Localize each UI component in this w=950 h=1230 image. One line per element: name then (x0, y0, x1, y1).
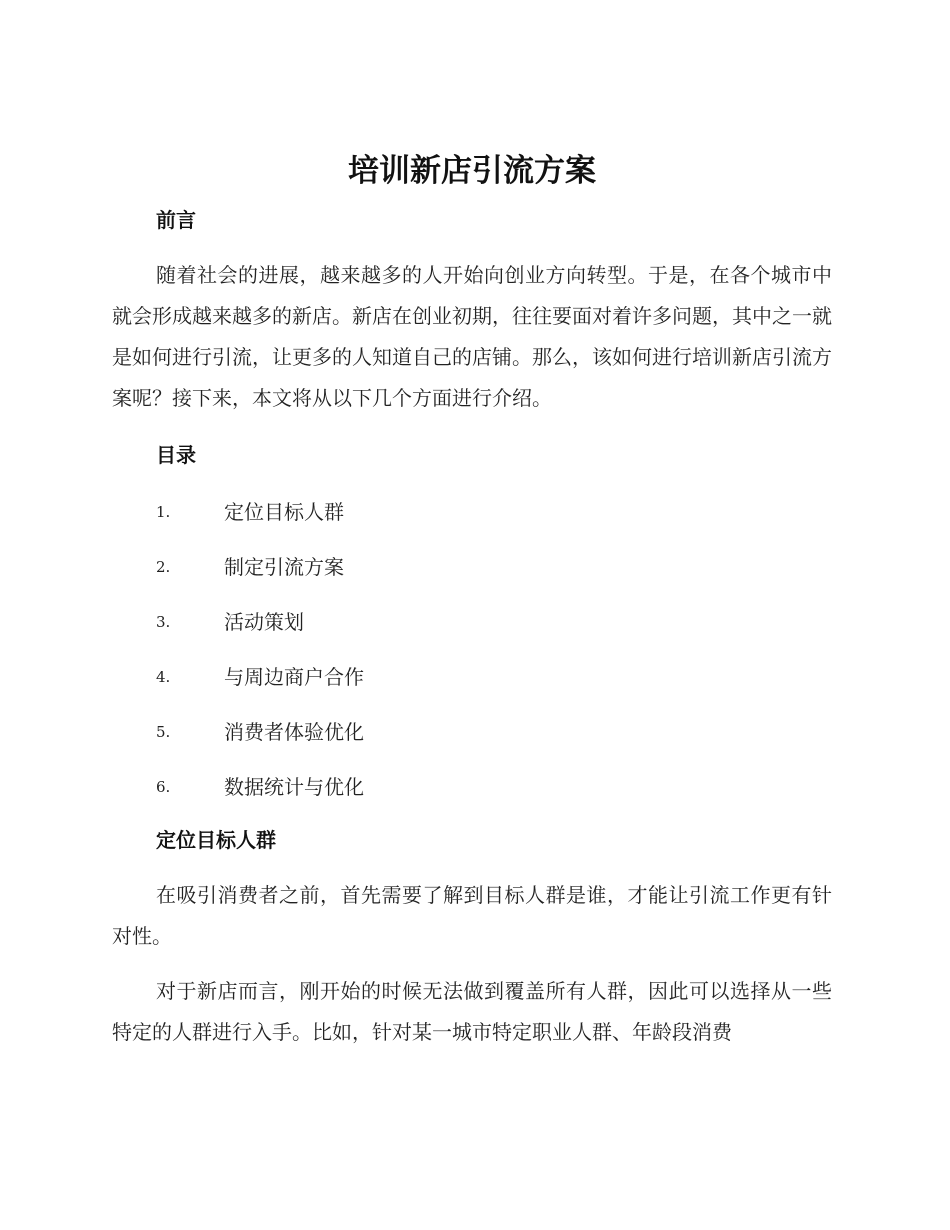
toc-item-number: 3. (156, 612, 171, 631)
toc-item-text: 定位目标人群 (224, 499, 344, 524)
document-title: 培训新店引流方案 (348, 153, 596, 189)
toc-item (156, 716, 364, 746)
toc-item-number: 1. (156, 502, 171, 521)
toc-item-text: 与周边商户合作 (224, 664, 364, 689)
toc-item (156, 771, 364, 801)
section-paragraph: 在吸引消费者之前，首先需要了解到目标人群是谁，才能让引流工作更有针对性。 (112, 883, 832, 948)
preface-paragraph: 随着社会的进展，越来越多的人开始向创业方向转型。于是，在各个城市中就会形成越来越多的新店。新店在创业初期，往往要面对着许多问题，其中之一就是如何进行引流，让更多的人知道自己的店铺。那么，该如何进行培训新店引流方案呢？接下来，本文将从以下几个方面进行介绍。 (112, 263, 832, 410)
toc-item (156, 551, 344, 581)
toc-item-text: 制定引流方案 (224, 554, 344, 579)
toc-heading: 目录 (156, 443, 196, 467)
toc-item (156, 661, 364, 691)
section-paragraph: 对于新店而言，刚开始的时候无法做到覆盖所有人群，因此可以选择从一些特定的人群进行入手。比如，针对某一城市特定职业人群、年龄段消费 (112, 979, 832, 1044)
preface-heading: 前言 (156, 208, 196, 232)
section-heading: 定位目标人群 (156, 828, 276, 852)
toc-item-number: 6. (156, 777, 171, 796)
toc-item (156, 496, 344, 526)
toc-item-text: 活动策划 (224, 609, 304, 634)
document-page (112, 0, 832, 1230)
toc-item-text: 数据统计与优化 (224, 774, 364, 799)
toc-item-number: 2. (156, 557, 171, 576)
toc-item-text: 消费者体验优化 (224, 719, 364, 744)
toc-item-number: 4. (156, 667, 171, 686)
toc-item-number: 5. (156, 722, 171, 741)
toc-item (156, 606, 304, 636)
